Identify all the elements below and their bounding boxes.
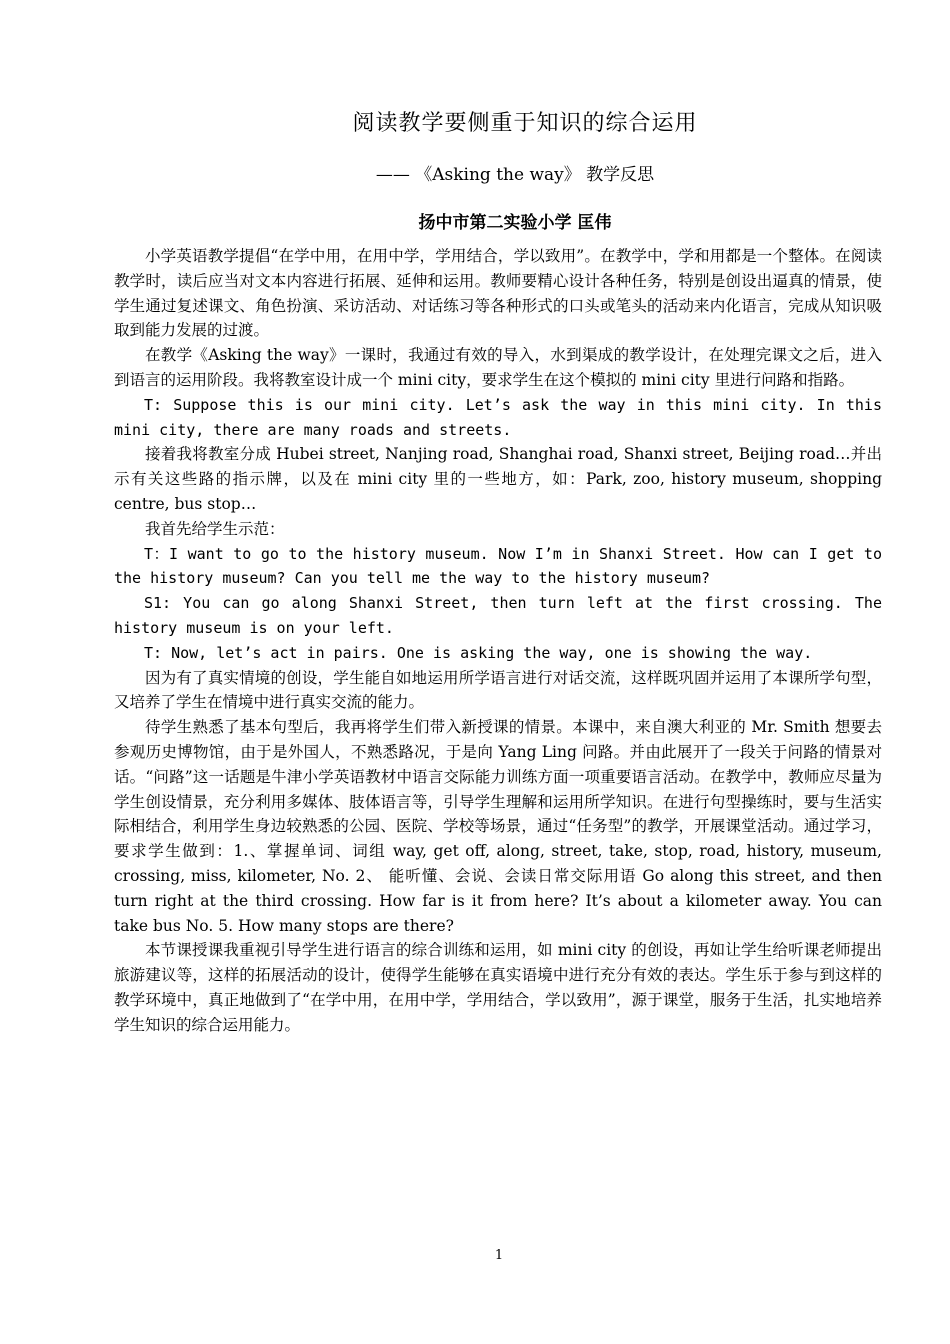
page-number: 1 [494,1248,504,1263]
paragraph: 本节课授课我重视引导学生进行语言的综合训练和运用，如 mini city 的创设，再如让学生给听课老师提出旅游建议等，这样的拓展活动的设计，使得学生能够在真实语境中进行充分有效的表达。学生乐于参与到这样的教学环境中，真正地做到了“在学中用，在用中学，学用结合，学以致用”，源于课堂，服务于生活，扎实地培养学生知识的综合运用能力。 [114,941,882,1034]
dialogue-line: T：I want to go to the history museum. Now I’m in Shanxi Street. How can I get to the history museum? Can you tell me the way to the history museum? [114,544,882,588]
paragraph: 在教学《Asking the way》一课时，我通过有效的导入，水到渠成的教学设计，在处理完课文之后，进入到语言的运用阶段。我将教室设计成一个 mini city，要求学生在这个模拟的 mini city 里进行问路和指路。 [114,346,882,389]
document-subtitle: —— 《Asking the way》 教学反思 [375,165,655,185]
paragraph: 待学生熟悉了基本句型后，我再将学生们带入新授课的情景。本课中，来自澳大利亚的 Mr. Smith 想要去参观历史博物馆，由于是外国人，不熟悉路况，于是向 Yang Ling 问路。并由此展开了一段关于问路的情景对话。“问路”这一话题是牛津小学英语教材中语言交际能力训练方面一项重要语言活动。在教学中，教师应尽量为学生创设情景，充分利用多媒体、肢体语言等，引导学生理解和运用所学知识。在进行句型操练时，要与生活实际相结合，利用学生身边较熟悉的公园、医院、学校等场景，通过“任务型”的教学，开展课堂活动。通过学习，要求学生做到：1.、掌握单词、词组 way, get off, along, street, take, stop, road, history, museum, crossing, miss, kilometer, No. 2、 能听懂、会说、会读日常交际用语 Go along this street, and then turn right at the third crossing. How far is it from here? It’s about a kilometer away. You can take bus No. 5. How many stops are there? [114,718,882,935]
paragraph: 我首先给学生示范： [145,519,285,538]
document-body [114,244,882,1038]
dialogue-line: T: Now, let’s act in pairs. One is asking the way, one is showing the way. [144,643,813,662]
dialogue-line: T: Suppose this is our mini city. Let’s ask the way in this mini city. In this mini city, there are many roads and streets. [114,395,882,439]
paragraph: 小学英语教学提倡“在学中用，在用中学，学用结合，学以致用”。在教学中，学和用都是一个整体。在阅读教学时，读后应当对文本内容进行拓展、延伸和运用。教师要精心设计各种任务，特别是创设出逼真的情景，使学生通过复述课文、角色扮演、采访活动、对话练习等各种形式的口头或笔头的活动来内化语言，完成从知识吸取到能力发展的过渡。 [114,247,882,340]
paragraph: 接着我将教室分成 Hubei street, Nanjing road, Shanghai road, Shanxi street, Beijing road…并出示有关这些路的指示牌，以及在 mini city 里的一些地方，如：Park, zoo, history museum, shopping centre, bus stop… [114,445,882,513]
document-title: 阅读教学要侧重于知识的综合运用 [352,111,698,136]
author-line: 扬中市第二实验小学 匡伟 [418,213,612,233]
paragraph: 因为有了真实情境的创设，学生能自如地运用所学语言进行对话交流，这样既巩固并运用了本课所学句型，又培养了学生在情境中进行真实交流的能力。 [114,668,882,712]
dialogue-line: S1: You can go along Shanxi Street, then turn left at the first crossing. The history museum is on your left. [114,594,882,637]
